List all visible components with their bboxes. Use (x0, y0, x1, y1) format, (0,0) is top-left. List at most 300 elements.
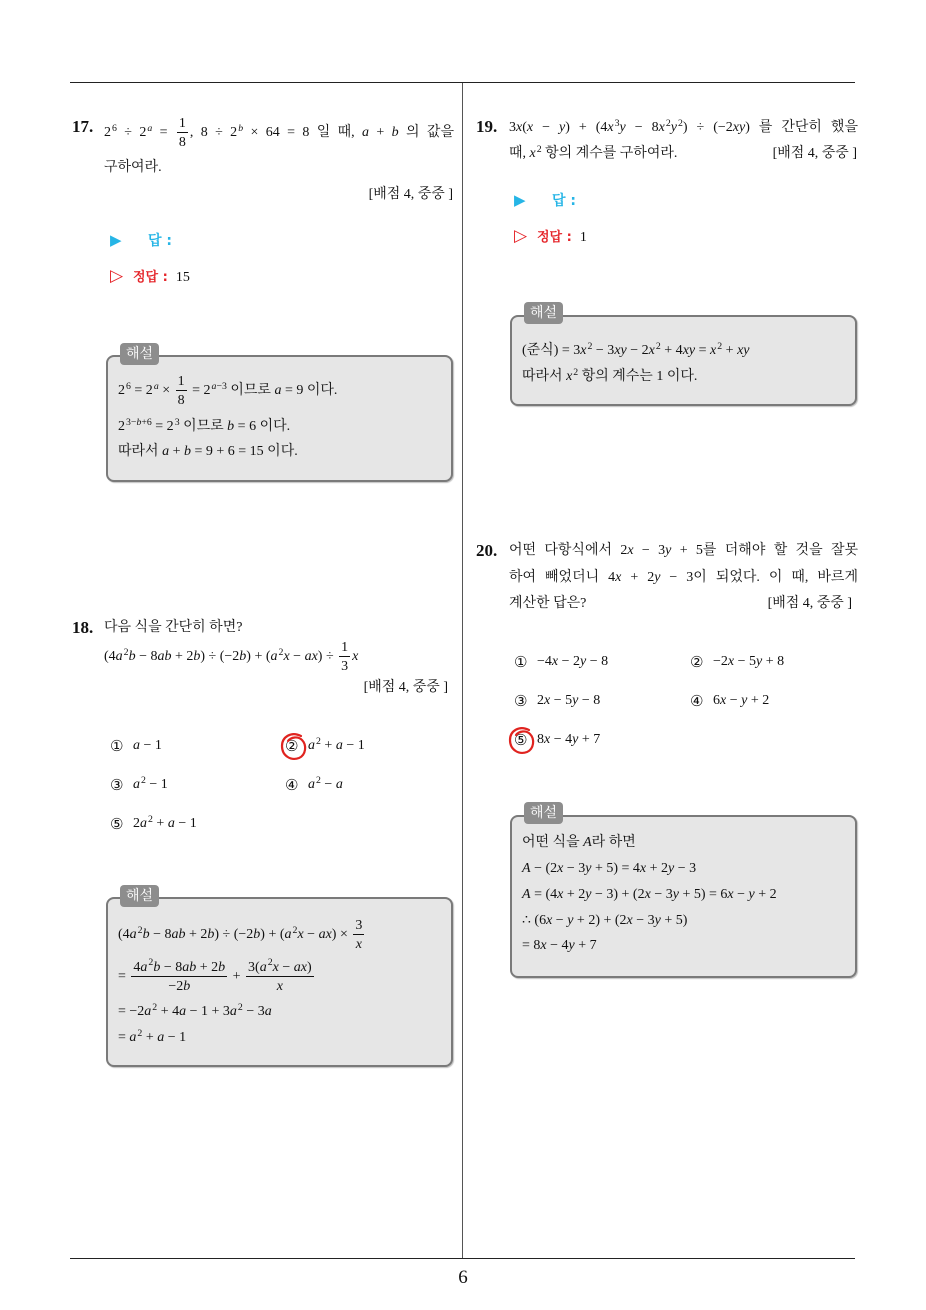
math-text: 1 (178, 115, 186, 131)
math-text: + a − 1 (320, 738, 365, 753)
math-variable: y (665, 543, 672, 558)
math-variable: y (670, 120, 677, 135)
math-text: = 2 (188, 383, 211, 398)
choice-mark: ④ (690, 692, 704, 710)
math-text: = a (118, 1030, 137, 1045)
math-text: −2x − 5y + 8 (713, 654, 785, 669)
math-text: = 2 (130, 383, 153, 398)
math-text: 2 (118, 383, 125, 398)
solution-line (522, 859, 696, 879)
fraction-denominator (176, 391, 187, 408)
score-label: [배점 4, 중중 ] (368, 187, 453, 202)
math-fraction (177, 116, 188, 150)
math-variable: x (639, 861, 647, 876)
math-variable: x (516, 120, 523, 135)
math-variable: ax (304, 649, 318, 664)
math-superscript: 2 (316, 774, 321, 786)
correct-answer-value: 1 (579, 230, 587, 245)
math-text: a − 1 (133, 738, 162, 753)
math-variable: y (568, 938, 575, 953)
math-variable: a (153, 380, 159, 392)
math-superscript: 3 (614, 117, 620, 129)
math-variable: x (297, 927, 304, 942)
math-variable: y (748, 887, 755, 902)
math-variable: xy (614, 343, 627, 358)
fraction-denominator (353, 935, 364, 952)
bottom-rule (70, 1258, 855, 1259)
math-text: + 4xy = x (660, 343, 717, 358)
math-superscript: 2 (587, 340, 593, 352)
choice-expression (308, 736, 365, 756)
math-variable: a (259, 959, 267, 975)
choice-expression (537, 730, 600, 750)
math-text: 2 (118, 419, 125, 434)
math-variable: y (654, 570, 661, 585)
score-label: [배점 4, 중중 ] (363, 680, 448, 695)
math-superscript: 2 (137, 924, 143, 936)
math-variable: A (522, 861, 531, 876)
math-variable: x (551, 654, 559, 669)
choice-mark: ② (690, 653, 704, 671)
math-text: × 64 = 8 일 때, a + b 의 값을 (243, 125, 454, 140)
problem-stem-line (509, 568, 858, 588)
correct-answer-label: 정답 : (133, 270, 168, 285)
math-fraction (131, 957, 227, 994)
math-text: ∴ (6x − y + 2) + (2x − 3y + 5) (522, 913, 688, 928)
math-variable: y (756, 654, 763, 669)
math-variable: x (546, 913, 553, 928)
math-superscript: 2 (267, 957, 273, 969)
choice-mark: ① (110, 737, 124, 755)
math-variable: a (274, 383, 282, 398)
answer-label: 답 : (552, 193, 576, 209)
math-text: = 2 (151, 419, 174, 434)
math-variable: b (153, 959, 161, 975)
play-arrow-icon: ▶ (514, 191, 526, 209)
math-text (308, 738, 315, 753)
math-superscript: 2 (123, 646, 129, 658)
math-variable: b (128, 649, 136, 664)
fraction-denominator (177, 133, 188, 150)
math-variable: xy (737, 343, 750, 358)
math-variable: a (270, 649, 278, 664)
problem-stem-line (104, 158, 162, 178)
score-label: [배점 4, 중중 ] (772, 146, 857, 161)
math-variable: a (335, 777, 343, 792)
math-text: , 8 ÷ 2 (189, 125, 238, 140)
math-variable: a (264, 1004, 272, 1019)
math-text (671, 120, 677, 135)
solution-tab: 해설 (524, 802, 563, 824)
math-superscript: 2 (292, 924, 298, 936)
fraction-denominator (246, 977, 314, 994)
math-variable: a (284, 927, 292, 942)
problem-stem-line (509, 594, 586, 614)
math-variable: ab (171, 927, 186, 942)
math-variable: x (658, 120, 665, 135)
math-text: 항의 계수를 구하여라. (541, 146, 678, 161)
fraction-numerator (246, 957, 314, 977)
math-text: = (118, 969, 130, 984)
math-variable: x (627, 543, 634, 558)
math-text: 4a (133, 959, 148, 975)
math-variable: b (207, 927, 215, 942)
math-variable: a (129, 1030, 137, 1045)
math-variable: b (136, 416, 142, 428)
math-superscript: 2 (677, 117, 683, 129)
problem-stem-line (104, 618, 242, 638)
math-variable: a (308, 777, 315, 792)
math-text: 2a (133, 816, 147, 831)
problem-number: 20. (476, 541, 498, 560)
math-superscript: 3 (174, 416, 180, 428)
solution-line (522, 911, 687, 931)
math-text: A = (4x + 2y − 3) + (2x − 3y + 5) = 6x − y + 2 (522, 887, 777, 902)
math-variable: b (391, 125, 399, 140)
math-superscript: 2 (148, 957, 154, 969)
correct-answer-line (110, 266, 190, 286)
math-variable: a (308, 738, 315, 753)
solution-line (118, 957, 316, 997)
math-variable: y (668, 861, 675, 876)
math-text (308, 777, 315, 792)
problem-number: 18. (72, 618, 94, 637)
math-variable: A (522, 887, 531, 902)
circle-stroke (282, 734, 305, 759)
choice-mark: ⑤ (110, 815, 124, 833)
math-text: x − ax) × (297, 927, 352, 942)
math-text: 따라서 x (522, 369, 573, 384)
math-text: × (158, 383, 174, 398)
circle-stroke (510, 728, 533, 753)
math-variable: ax (318, 927, 332, 942)
math-text: 2x − 5y − 8 (537, 693, 601, 708)
math-variable: b (227, 419, 235, 434)
math-variable: y (572, 693, 579, 708)
solution-tab: 해설 (120, 343, 159, 365)
math-superscript: 2 (316, 735, 321, 747)
solution-line (118, 1002, 272, 1022)
math-variable: a (133, 777, 140, 792)
math-variable: a (140, 959, 148, 975)
choice-mark: ④ (285, 776, 299, 794)
choice-expression (537, 652, 608, 672)
math-variable: ab (182, 959, 197, 975)
math-variable: x (580, 343, 587, 358)
math-text: x − ax) (272, 959, 312, 975)
math-variable: a (115, 649, 123, 664)
math-text: 구하여라. (104, 160, 162, 175)
fraction-numerator (353, 918, 364, 935)
math-text: 항의 계수는 1 이다. (578, 369, 698, 384)
solution-line (118, 373, 337, 409)
math-variable: y (572, 732, 579, 747)
score-label: [배점 4, 중중 ] (767, 596, 852, 611)
math-text: 어떤 식을 A라 하면 (522, 835, 636, 850)
math-superscript: 2 (573, 366, 579, 378)
choice-expression (133, 775, 168, 795)
choice-expression (713, 652, 784, 672)
math-variable: y (654, 913, 661, 928)
choice-mark: ③ (514, 692, 528, 710)
math-text: x − ax) ÷ (283, 649, 338, 664)
math-variable: x (648, 343, 655, 358)
fraction-numerator (131, 957, 227, 977)
math-variable: b (193, 649, 201, 664)
math-variable: x (626, 913, 633, 928)
math-variable: ax (293, 959, 307, 975)
choice-expression (133, 736, 162, 756)
answer-circle-mark (279, 731, 309, 763)
math-variable: x (272, 959, 279, 975)
answer-line (514, 190, 576, 210)
math-text: ) ÷ (−2xy) 를 간단히 했을 (682, 120, 858, 135)
math-superscript: 6 (126, 380, 131, 392)
math-text: 다음 식을 간단히 하면? (104, 620, 243, 635)
play-arrow-icon: ▶ (110, 231, 122, 249)
problem-stem-line (509, 118, 858, 138)
math-variable: x (526, 120, 534, 135)
choice-mark: ⑤ (514, 731, 528, 749)
math-variable: x (544, 732, 551, 747)
math-text: + xy (722, 343, 750, 358)
math-text: 3 (341, 658, 349, 674)
fraction-denominator (131, 977, 227, 994)
math-variable: x (276, 978, 283, 994)
math-text: 어떤 다항식에서 2x − 3y + 5를 더해야 할 것을 잘못 (509, 543, 858, 558)
math-variable: x (566, 369, 573, 384)
math-variable: a (140, 816, 147, 831)
math-text: 1 (177, 373, 185, 389)
solution-line (118, 1028, 186, 1048)
math-variable: x (557, 861, 564, 876)
math-variable: a (229, 1004, 237, 1019)
math-text: 3(a (248, 959, 267, 975)
math-superscript (147, 123, 152, 134)
problem-stem-line (509, 144, 677, 164)
math-text: 계산한 답은? (509, 596, 587, 611)
math-text: − 1 (145, 777, 168, 792)
problem-number: 19. (476, 117, 498, 136)
math-variable: y (585, 861, 592, 876)
math-text: 8 (177, 392, 185, 408)
correct-answer-value: 15 (175, 270, 190, 285)
math-variable: a (162, 444, 170, 459)
math-text: + (229, 969, 245, 984)
math-variable: x (727, 887, 734, 902)
math-variable: x (615, 570, 622, 585)
solution-line (118, 442, 298, 462)
choice-expression (133, 814, 197, 834)
math-superscript: 2 (665, 117, 671, 129)
math-variable: b (142, 927, 150, 942)
math-variable: b (253, 927, 261, 942)
math-variable: x (727, 654, 735, 669)
solution-line (118, 417, 290, 437)
math-variable: a (144, 1004, 152, 1019)
math-text: 3x(x − y) + (4x (509, 120, 614, 135)
math-text: (준식) = 3x (522, 343, 587, 358)
choice-expression (308, 775, 343, 795)
math-superscript: 2 (237, 1001, 243, 1013)
math-superscript: 2 (141, 774, 146, 786)
math-fraction (353, 918, 364, 952)
math-variable: A (583, 835, 592, 850)
math-variable: x (644, 887, 651, 902)
math-text: −2b (168, 978, 191, 994)
math-variable: x (355, 936, 362, 952)
correct-answer-line (514, 226, 587, 246)
choice-expression (537, 691, 600, 711)
math-text: (4a (118, 927, 137, 942)
math-superscript: 2 (148, 813, 153, 825)
math-variable: a (147, 122, 153, 134)
math-variable: x (710, 343, 717, 358)
math-variable: xy (732, 120, 746, 135)
solution-line (522, 341, 750, 361)
solution-line (522, 885, 777, 905)
math-text: 따라서 a + b = 9 + 6 = 15 이다. (118, 444, 298, 459)
math-text (352, 649, 358, 664)
math-text: 1 (341, 639, 349, 655)
math-text: b − 8ab + 2b (153, 959, 226, 975)
math-text: + 4a − 1 + 3a (157, 1004, 237, 1019)
math-text: 8x − 4y + 7 (537, 732, 601, 747)
math-variable: x (607, 120, 614, 135)
math-text: 3 (355, 917, 363, 933)
math-variable: x (720, 693, 727, 708)
answer-circle-mark (507, 725, 537, 757)
column-divider (462, 83, 463, 1258)
answer-line (110, 230, 172, 250)
math-text: 이므로 a = 9 이다. (226, 383, 338, 398)
math-variable: a (179, 1004, 187, 1019)
math-variable: y (672, 887, 679, 902)
math-superscript (154, 381, 159, 392)
fraction-denominator (339, 657, 350, 674)
math-variable: a (133, 738, 140, 753)
math-variable: a (335, 738, 343, 753)
math-text: y − 8x (619, 120, 665, 135)
math-variable: y (567, 913, 574, 928)
math-variable: y (585, 887, 592, 902)
math-superscript: 3−b+6 (126, 416, 152, 428)
math-variable: b (239, 649, 247, 664)
math-text: + a − 1 (152, 816, 197, 831)
math-variable: b (183, 978, 191, 994)
math-text: 이므로 b = 6 이다. (179, 419, 291, 434)
math-variable: x (557, 887, 564, 902)
math-variable: x (529, 146, 536, 161)
math-text: −4x − 2y − 8 (537, 654, 609, 669)
choice-mark: ② (285, 737, 299, 755)
math-text: 2 (104, 125, 111, 140)
math-text: − a (320, 777, 343, 792)
math-text (356, 937, 362, 952)
choice-expression (713, 691, 769, 711)
math-text: − 3xy − 2x (592, 343, 655, 358)
problem-stem-line (104, 115, 454, 151)
outline-arrow-icon: ▷ (514, 226, 528, 246)
math-text: ÷ 2 (116, 125, 147, 140)
math-superscript (238, 123, 243, 134)
answer-label: 답 : (148, 233, 172, 249)
fraction-numerator (339, 640, 350, 657)
math-text: = −2a (118, 1004, 152, 1019)
math-superscript: 2 (655, 340, 661, 352)
choice-mark: ① (514, 653, 528, 671)
math-text: 하여 빼었더니 4x + 2y − 3이 되었다. 이 때, 바르게 (509, 570, 858, 585)
math-text: A − (2x − 3y + 5) = 4x + 2y − 3 (522, 861, 697, 876)
math-variable: y (741, 693, 748, 708)
solution-line (522, 936, 597, 956)
math-text: (4a (104, 649, 123, 664)
math-superscript: 2 (278, 646, 284, 658)
math-variable: x (352, 649, 359, 664)
problem-number: 17. (72, 117, 94, 136)
math-variable: b (183, 444, 191, 459)
math-superscript: 6 (112, 122, 117, 134)
math-superscript: 2 (152, 1001, 158, 1013)
math-variable: y (580, 654, 587, 669)
math-superscript: 2 (536, 143, 542, 155)
math-fraction (339, 640, 350, 674)
math-superscript: a−3 (211, 380, 227, 392)
math-text: − 3a (242, 1004, 272, 1019)
math-fraction (176, 374, 187, 408)
fraction-numerator (177, 116, 188, 133)
solution-tab: 해설 (524, 302, 563, 324)
math-variable: a (167, 816, 175, 831)
math-variable: xy (682, 343, 696, 358)
problem-stem-line (509, 541, 858, 561)
math-text (133, 777, 140, 792)
math-text (277, 979, 283, 994)
math-variable: x (283, 649, 290, 664)
math-text: = (152, 125, 175, 140)
solution-tab: 해설 (120, 885, 159, 907)
math-superscript: 2 (717, 340, 723, 352)
math-variable: x (544, 693, 551, 708)
problem-stem-line (104, 639, 358, 675)
math-variable: a (157, 1030, 165, 1045)
math-variable: b (238, 122, 244, 134)
solution-line (522, 833, 636, 853)
math-text: b − 8ab + 2b) ÷ (−2b) + (a (128, 649, 278, 664)
outline-arrow-icon: ▷ (110, 266, 124, 286)
math-variable: a (362, 125, 370, 140)
math-text: b − 8ab + 2b) ÷ (−2b) + (a (142, 927, 292, 942)
math-text: = 8x − 4y + 7 (522, 938, 597, 953)
math-variable: x (540, 938, 547, 953)
math-text: + a − 1 (142, 1030, 187, 1045)
solution-line (522, 367, 697, 387)
math-variable: y (558, 120, 566, 135)
choice-mark: ③ (110, 776, 124, 794)
page-number: 6 (458, 1267, 468, 1288)
math-variable: y (619, 120, 626, 135)
solution-line (118, 917, 366, 953)
math-variable: a (211, 380, 217, 392)
fraction-numerator (176, 374, 187, 391)
math-text: 때, x (509, 146, 536, 161)
math-variable: ab (157, 649, 172, 664)
math-fraction (246, 957, 314, 994)
math-text: 6x − y + 2 (713, 693, 770, 708)
math-variable: b (218, 959, 226, 975)
math-text: 8 (178, 134, 186, 150)
correct-answer-label: 정답 : (537, 230, 572, 245)
